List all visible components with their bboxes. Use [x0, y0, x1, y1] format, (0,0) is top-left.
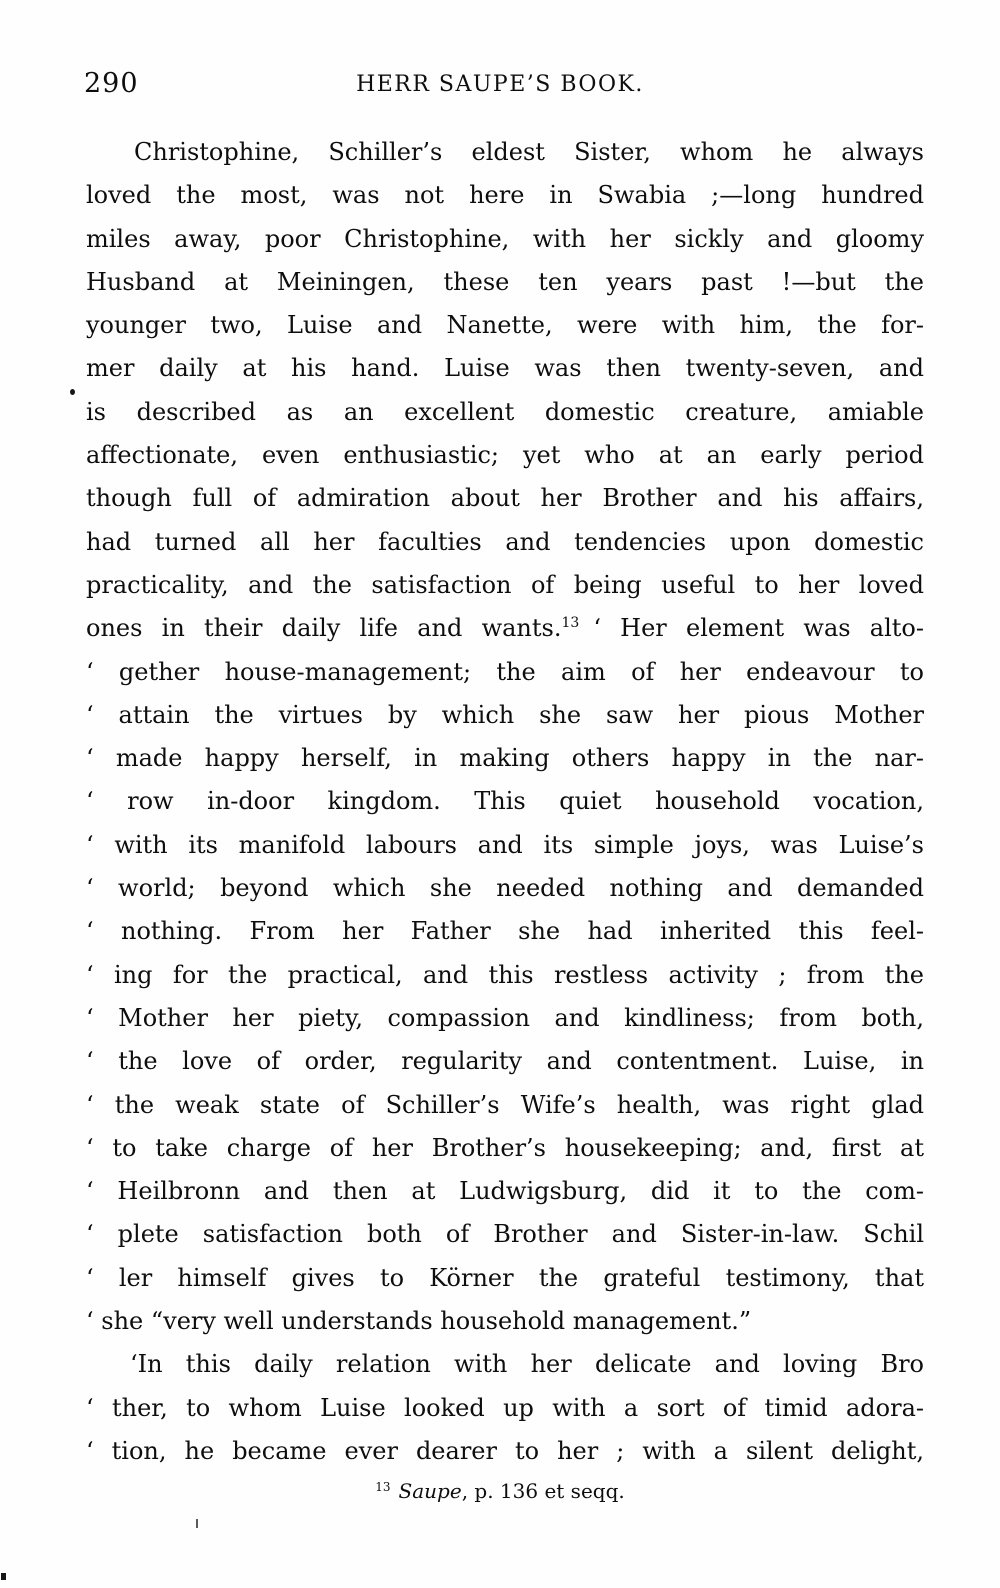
text-line: ‘ Mother her piety, compassion and kindliness; from both,: [86, 1003, 924, 1032]
page-number: 290: [84, 68, 139, 99]
footnote-marker: 13: [375, 1480, 391, 1494]
text-line: ‘ the love of order, regularity and contentment. Luise, in: [86, 1047, 924, 1076]
text-line: mer daily at his hand. Luise was then twenty-seven, and: [86, 354, 924, 383]
text-line: ‘ the weak state of Schiller’s Wife’s health, was right glad: [86, 1090, 924, 1119]
text-line: ‘ ther, to whom Luise looked up with a sort of timid adora-: [86, 1393, 924, 1422]
text-line: ‘ to take charge of her Brother’s housekeeping; and, first at: [86, 1133, 924, 1162]
ink-speck: [70, 389, 75, 395]
ink-speck: [196, 1519, 198, 1528]
text-line: ‘ ler himself gives to Körner the grateful testimony, that: [86, 1263, 924, 1292]
text-line: miles away, poor Christophine, with her sickly and gloomy: [86, 224, 924, 253]
text-line: is described as an excellent domestic creature, amiable: [86, 397, 924, 426]
text-line: younger two, Luise and Nanette, were with him, the for-: [86, 311, 924, 340]
text-line-paragraph-end: ‘ she “very well understands household management.”: [86, 1307, 752, 1336]
text-line-with-footnote-ref: [86, 607, 924, 650]
text-line: ‘ nothing. From her Father she had inherited this feel-: [86, 917, 924, 946]
text-line: loved the most, was not here in Swabia ;—long hundred: [86, 181, 924, 210]
footnote-source-title: Saupe: [398, 1479, 462, 1503]
text-line: ‘ row in-door kingdom. This quiet household vocation,: [86, 787, 924, 816]
text-line: ‘ tion, he became ever dearer to her ; with a silent delight,: [86, 1436, 924, 1465]
text-line: ‘ with its manifold labours and its simple joys, was Luise’s: [86, 830, 924, 859]
text-line: had turned all her faculties and tendencies upon domestic: [86, 527, 924, 556]
ink-speck: [1, 1573, 6, 1580]
text-line: ‘ attain the virtues by which she saw her pious Mother: [86, 700, 924, 729]
text-line: ‘ ing for the practical, and this restless activity ; from the: [86, 960, 924, 989]
running-header: HERR SAUPE’S BOOK.: [356, 72, 644, 97]
text-line: Christophine, Schiller’s eldest Sister, whom he always: [134, 138, 924, 166]
text-line: though full of admiration about her Brother and his affairs,: [86, 484, 924, 513]
text-line: ‘ gether house-management; the aim of her endeavour to: [86, 657, 924, 686]
text-after-ref: ‘ Her element was alto-: [593, 614, 924, 643]
text-line: practicality, and the satisfaction of being useful to her loved: [86, 570, 924, 599]
text-line: affectionate, even enthusiastic; yet who at an early period: [86, 441, 924, 470]
text-line: ‘ made happy herself, in making others happy in the nar-: [86, 744, 924, 773]
text-before-ref: ones in their daily life and wants.: [86, 614, 562, 643]
footnote-citation: , p. 136 et seqq.: [461, 1479, 625, 1503]
text-line: ‘ world; beyond which she needed nothing and demanded: [86, 874, 924, 903]
text-line: ‘ plete satisfaction both of Brother and Sister-in-law. Schil: [86, 1220, 924, 1249]
text-line: ‘ Heilbronn and then at Ludwigsburg, did it to the com-: [86, 1177, 924, 1206]
text-line-paragraph-start: ‘In this daily relation with her delicate and loving Bro: [130, 1350, 924, 1379]
footnote-ref-13: 13: [561, 615, 580, 632]
body-text: [86, 131, 924, 1473]
text-line: Husband at Meiningen, these ten years past !—but the: [86, 267, 924, 296]
footnote: [0, 1479, 1000, 1503]
